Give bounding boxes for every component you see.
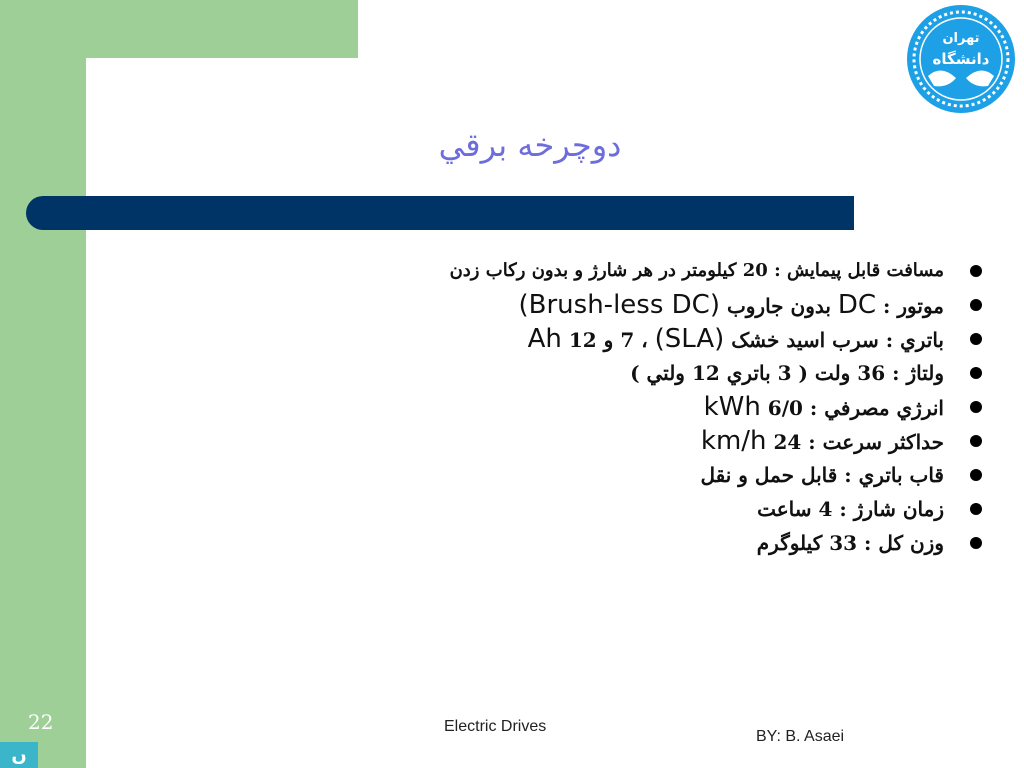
footer-course-title: Electric Drives (444, 718, 547, 735)
bullet-text: موتور : (876, 294, 944, 318)
bullet-dot-icon (970, 469, 982, 481)
bullet-dot-icon (970, 333, 982, 345)
bullet-text: وزن کل : 33 کيلوگرم (756, 531, 944, 555)
left-green-band (0, 0, 86, 768)
footer-author: BY: B. Asaei (756, 728, 845, 745)
bullet-battery (308, 322, 988, 356)
bullet-list (308, 254, 988, 560)
bullet-charge-time (308, 492, 988, 526)
bullet-text: قاب باتري : قابل حمل و نقل (700, 463, 944, 487)
bullet-latin-text: DC (837, 290, 877, 320)
bullet-text: مسافت قابل پيمايش : 20 کيلومتر در هر شارژ و بدون رکاب زدن (449, 260, 944, 281)
bullet-latin-text: Ah (527, 324, 562, 354)
bullet-text: انرژي مصرفي : 6/0 (760, 396, 944, 420)
corner-badge-icon[interactable]: ں (0, 742, 38, 768)
bullet-text: زمان شارژ : 4 ساعت (757, 497, 944, 521)
bullet-dot-icon (970, 401, 982, 413)
logo-text-line2: دانشگاه (932, 50, 990, 68)
bullet-range (308, 254, 988, 288)
bullet-latin-text: (SLA) (654, 324, 725, 354)
title-divider-bar (26, 196, 854, 230)
slide-title: دوچرخه برقي (438, 126, 622, 164)
bullet-text: بدون جاروب (719, 294, 838, 318)
logo-text-line1: تهران (942, 31, 980, 46)
bullet-text: ولتاژ : 36 ولت ( 3 باتري 12 ولتي ) (630, 361, 944, 385)
bullet-text: حداکثر سرعت : 24 (766, 430, 944, 454)
bullet-weight (308, 526, 988, 560)
bullet-energy (308, 390, 988, 424)
bullet-text: باتري : سرب اسيد خشک (724, 328, 944, 352)
university-of-tehran-seal-icon (906, 4, 1016, 114)
bullet-latin-text: (Brush-less DC) (518, 290, 720, 320)
bullet-dot-icon (970, 299, 982, 311)
bullet-text: ، 7 و 12 (561, 328, 655, 352)
bullet-latin-text: kWh (703, 392, 761, 422)
bullet-voltage (308, 356, 988, 390)
top-green-band (0, 0, 358, 58)
bullet-motor (308, 288, 988, 322)
page-number: 22 (28, 710, 54, 734)
bullet-dot-icon (970, 503, 982, 515)
bullet-dot-icon (970, 265, 982, 277)
bullet-dot-icon (970, 537, 982, 549)
bullet-dot-icon (970, 367, 982, 379)
bullet-dot-icon (970, 435, 982, 447)
bullet-latin-text: km/h (700, 426, 767, 456)
bullet-battery-case (308, 458, 988, 492)
bullet-max-speed (308, 424, 988, 458)
